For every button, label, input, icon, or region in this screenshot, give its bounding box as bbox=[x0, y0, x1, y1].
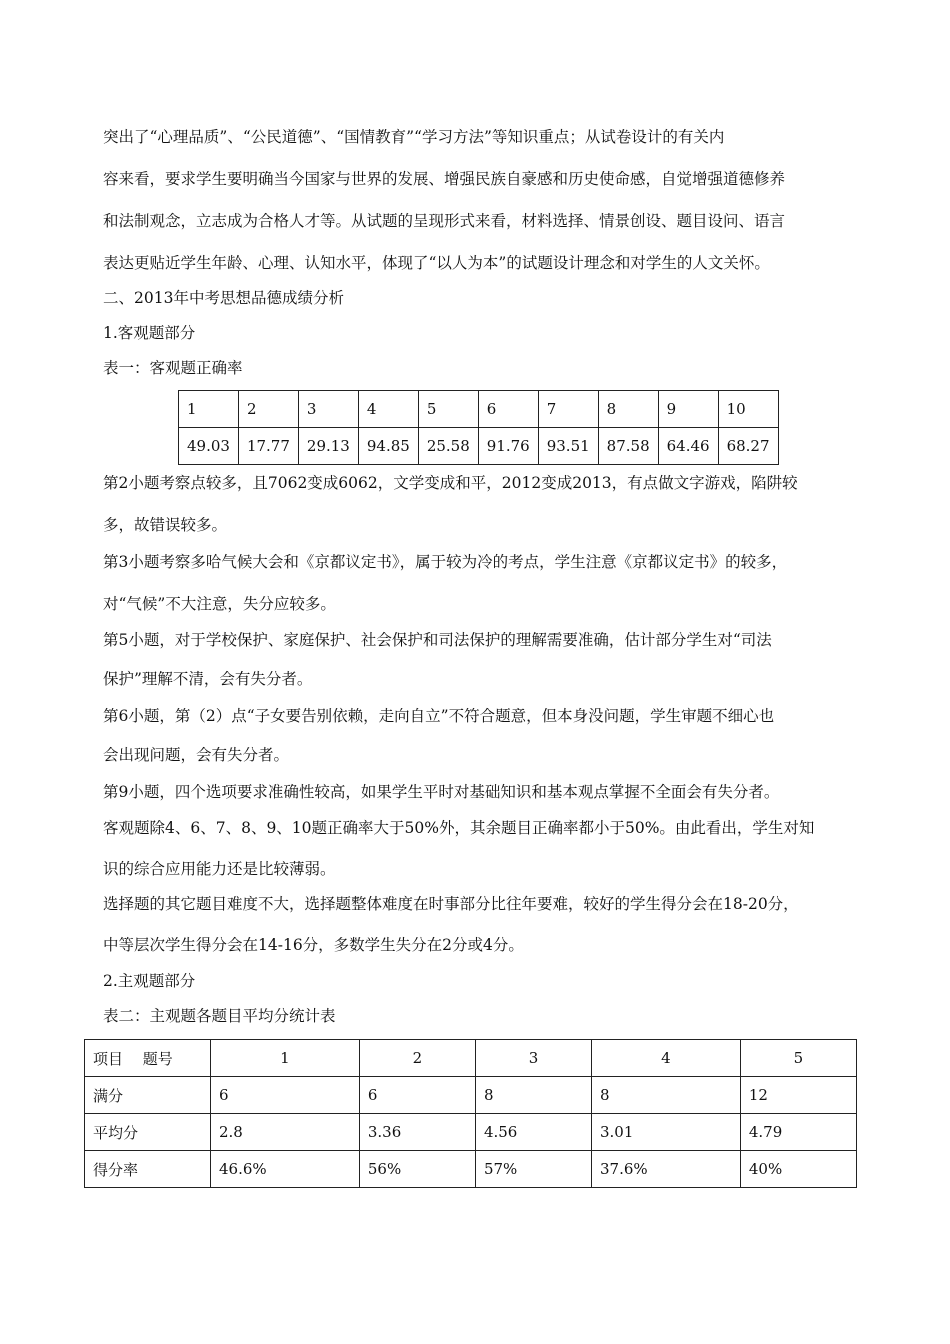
table-header-cell: 2 bbox=[359, 1040, 475, 1077]
table-cell: 10 bbox=[718, 391, 778, 428]
table-cell: 91.76 bbox=[478, 428, 538, 465]
table-cell: 4.56 bbox=[475, 1114, 591, 1151]
table-cell: 2 bbox=[238, 391, 298, 428]
analysis-line-7: 第6小题，第（2）点“子女要告别依赖，走向自立”不符合题意，但本身没问题，学生审题不细心也 bbox=[103, 707, 775, 725]
table-cell: 12 bbox=[740, 1077, 856, 1114]
table-cell: 3.01 bbox=[592, 1114, 741, 1151]
table-cell: 4.79 bbox=[740, 1114, 856, 1151]
table-cell: 得分率 bbox=[85, 1151, 211, 1188]
analysis-line-2: 多，故错误较多。 bbox=[103, 516, 228, 534]
section-heading: 二、2013年中考思想品德成绩分析 bbox=[103, 289, 344, 307]
analysis-line-5: 第5小题，对于学校保护、家庭保护、社会保护和司法保护的理解需要准确，估计部分学生对“司法 bbox=[103, 631, 772, 649]
table-cell: 87.58 bbox=[598, 428, 658, 465]
table-header-cell: 3 bbox=[475, 1040, 591, 1077]
table-cell: 8 bbox=[598, 391, 658, 428]
table-row bbox=[85, 1077, 857, 1114]
analysis-line-13: 中等层次学生得分会在14-16分，多数学生失分在2分或4分。 bbox=[103, 936, 524, 954]
table-cell: 6 bbox=[478, 391, 538, 428]
table-cell: 6 bbox=[211, 1077, 360, 1114]
table-cell: 8 bbox=[475, 1077, 591, 1114]
intro-line-1: 突出了“心理品质”、“公民道德”、“国情教育”“学习方法”等知识重点；从试卷设计的有关内 bbox=[103, 128, 725, 146]
intro-line-4: 表达更贴近学生年龄、心理、认知水平，体现了“以人为本”的试题设计理念和对学生的人文关怀。 bbox=[103, 254, 770, 272]
table-header-row bbox=[85, 1040, 857, 1077]
table-row bbox=[85, 1151, 857, 1188]
table-cell: 46.6% bbox=[211, 1151, 360, 1188]
part2-heading: 2.主观题部分 bbox=[103, 972, 196, 990]
table2-caption: 表二：主观题各题目平均分统计表 bbox=[103, 1007, 336, 1025]
table-cell: 5 bbox=[418, 391, 478, 428]
table-cell: 37.6% bbox=[592, 1151, 741, 1188]
table-cell: 3 bbox=[298, 391, 358, 428]
part1-heading: 1.客观题部分 bbox=[103, 324, 196, 342]
table-cell: 4 bbox=[358, 391, 418, 428]
table-cell: 2.8 bbox=[211, 1114, 360, 1151]
table-cell: 49.03 bbox=[179, 428, 239, 465]
table1-caption: 表一：客观题正确率 bbox=[103, 359, 243, 377]
table-cell: 40% bbox=[740, 1151, 856, 1188]
intro-line-3: 和法制观念，立志成为合格人才等。从试题的呈现形式来看，材料选择、情景创设、题目设问、语言 bbox=[103, 212, 786, 230]
table-cell: 7 bbox=[538, 391, 598, 428]
analysis-line-3: 第3小题考察多哈气候大会和《京都议定书》，属于较为冷的考点，学生注意《京都议定书》的较多， bbox=[103, 553, 788, 571]
objective-accuracy-table bbox=[178, 390, 779, 465]
analysis-line-9: 第9小题，四个选项要求准确性较高，如果学生平时对基础知识和基本观点掌握不全面会有失分者。 bbox=[103, 783, 780, 801]
table-header-cell: 5 bbox=[740, 1040, 856, 1077]
table-row bbox=[179, 428, 779, 465]
table-cell: 3.36 bbox=[359, 1114, 475, 1151]
table-cell: 93.51 bbox=[538, 428, 598, 465]
table-cell: 29.13 bbox=[298, 428, 358, 465]
table-cell: 68.27 bbox=[718, 428, 778, 465]
analysis-line-11: 识的综合应用能力还是比较薄弱。 bbox=[103, 860, 336, 878]
analysis-line-1: 第2小题考察点较多，且7062变成6062，文学变成和平，2012变成2013，有点做文字游戏，陷阱较 bbox=[103, 474, 798, 492]
table-cell: 56% bbox=[359, 1151, 475, 1188]
table-header-cell: 1 bbox=[211, 1040, 360, 1077]
table-cell: 1 bbox=[179, 391, 239, 428]
subjective-average-table bbox=[84, 1039, 857, 1188]
table-cell: 25.58 bbox=[418, 428, 478, 465]
table-cell: 8 bbox=[592, 1077, 741, 1114]
table-row bbox=[85, 1114, 857, 1151]
table-cell: 94.85 bbox=[358, 428, 418, 465]
intro-line-2: 容来看，要求学生要明确当今国家与世界的发展、增强民族自豪感和历史使命感，自觉增强道德修养 bbox=[103, 170, 786, 188]
table-cell: 平均分 bbox=[85, 1114, 211, 1151]
analysis-line-12: 选择题的其它题目难度不大，选择题整体难度在时事部分比往年要难，较好的学生得分会在18-20分， bbox=[103, 895, 799, 913]
analysis-line-8: 会出现问题，会有失分者。 bbox=[103, 746, 290, 764]
table-cell: 9 bbox=[658, 391, 718, 428]
table-header-cell: 项目 题号 bbox=[85, 1040, 211, 1077]
table-cell: 57% bbox=[475, 1151, 591, 1188]
table-cell: 64.46 bbox=[658, 428, 718, 465]
analysis-line-10: 客观题除4、6、7、8、9、10题正确率大于50%外，其余题目正确率都小于50%。由此看出，学生对知 bbox=[103, 819, 815, 837]
analysis-line-4: 对“气候”不大注意，失分应较多。 bbox=[103, 595, 336, 613]
table-row bbox=[179, 391, 779, 428]
analysis-line-6: 保护”理解不清，会有失分者。 bbox=[103, 670, 313, 688]
table-cell: 17.77 bbox=[238, 428, 298, 465]
table-header-cell: 4 bbox=[592, 1040, 741, 1077]
table-cell: 6 bbox=[359, 1077, 475, 1114]
table-cell: 满分 bbox=[85, 1077, 211, 1114]
